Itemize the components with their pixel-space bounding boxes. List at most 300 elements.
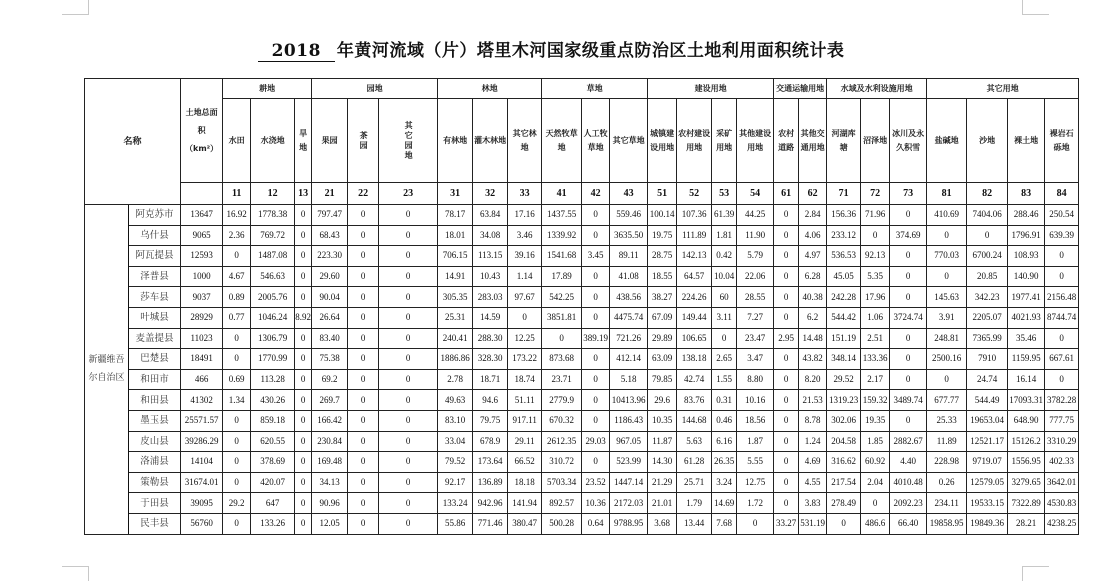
cell-value: 29.11 <box>508 431 542 452</box>
cell-value: 1487.08 <box>251 246 295 267</box>
cell-value: 9065 <box>181 225 223 246</box>
cell-value: 1319.23 <box>827 390 861 411</box>
cell-value: 769.72 <box>251 225 295 246</box>
cell-value: 4.55 <box>799 472 827 493</box>
cell-value: 0 <box>348 328 379 349</box>
cell-value: 66.40 <box>890 513 927 534</box>
cell-value: 0 <box>890 266 927 287</box>
cell-value: 0 <box>379 225 438 246</box>
cell-value: 149.44 <box>677 307 712 328</box>
header-code: 62 <box>799 183 827 205</box>
cell-value: 1186.43 <box>610 410 648 431</box>
cell-value: 23.47 <box>737 328 774 349</box>
header-total-area: 土地总面积（km²） <box>181 79 223 183</box>
cell-value: 0 <box>348 205 379 226</box>
table-row <box>85 205 1079 226</box>
cell-value: 0 <box>348 410 379 431</box>
cell-value: 8.78 <box>799 410 827 431</box>
cell-value: 11.89 <box>927 431 967 452</box>
cell-value: 0 <box>295 266 312 287</box>
cell-value: 0 <box>774 431 799 452</box>
cell-value: 0 <box>295 410 312 431</box>
cell-value: 648.90 <box>1008 410 1045 431</box>
cell-value: 0 <box>582 349 610 370</box>
header-row-codes <box>85 183 1079 205</box>
cell-value: 39.16 <box>508 246 542 267</box>
cell-value: 0 <box>379 431 438 452</box>
cell-value: 380.47 <box>508 513 542 534</box>
cell-value: 410.69 <box>927 205 967 226</box>
cell-value: 0 <box>379 410 438 431</box>
cell-value: 60 <box>712 287 737 308</box>
cell-value: 1447.14 <box>610 472 648 493</box>
header-subcategory: 城镇建设用地 <box>648 99 677 183</box>
title-year: 2018 <box>258 41 335 62</box>
cell-value: 22.06 <box>737 266 774 287</box>
header-subcategory: 其它林地 <box>508 99 542 183</box>
cell-value: 302.06 <box>827 410 861 431</box>
county-name: 皮山县 <box>129 431 181 452</box>
cell-value: 18.18 <box>508 472 542 493</box>
cell-value: 217.54 <box>827 472 861 493</box>
cell-value: 133.24 <box>438 493 473 514</box>
cell-value: 0 <box>582 390 610 411</box>
cell-value: 1437.55 <box>542 205 582 226</box>
cell-value: 18.56 <box>737 410 774 431</box>
cell-value: 16.92 <box>223 205 251 226</box>
cell-value: 28.75 <box>648 246 677 267</box>
cell-value: 500.28 <box>542 513 582 534</box>
cell-value: 166.42 <box>312 410 348 431</box>
header-code: 43 <box>610 183 648 205</box>
header-group: 耕地 <box>223 79 312 99</box>
cell-value: 9037 <box>181 287 223 308</box>
cell-value: 136.89 <box>473 472 508 493</box>
cell-value: 3851.81 <box>542 307 582 328</box>
cell-value: 34.13 <box>312 472 348 493</box>
cell-value: 0 <box>379 493 438 514</box>
header-code: 84 <box>1045 183 1079 205</box>
cell-value: 0.31 <box>712 390 737 411</box>
cell-value: 486.6 <box>861 513 890 534</box>
cell-value: 1339.92 <box>542 225 582 246</box>
cell-value: 33.04 <box>438 431 473 452</box>
cell-value: 771.46 <box>473 513 508 534</box>
cell-value: 1000 <box>181 266 223 287</box>
cell-value: 13.44 <box>677 513 712 534</box>
cell-value: 1770.99 <box>251 349 295 370</box>
cell-value: 10.36 <box>582 493 610 514</box>
region-label: 新疆维吾尔自治区 <box>85 205 129 535</box>
cell-value: 0 <box>223 472 251 493</box>
cell-value: 31674.01 <box>181 472 223 493</box>
cell-value: 248.81 <box>927 328 967 349</box>
cell-value: 531.19 <box>799 513 827 534</box>
cell-value: 66.52 <box>508 452 542 473</box>
cell-value: 14.48 <box>799 328 827 349</box>
cell-value: 402.33 <box>1045 452 1079 473</box>
cell-value: 11.87 <box>648 431 677 452</box>
table-row <box>85 472 1079 493</box>
table-body <box>85 205 1079 535</box>
cell-value: 11.90 <box>737 225 774 246</box>
cell-value: 29.52 <box>827 369 861 390</box>
header-code: 61 <box>774 183 799 205</box>
crop-mark-top-left <box>62 0 89 15</box>
cell-value: 7.27 <box>737 307 774 328</box>
cell-value: 7322.89 <box>1008 493 1045 514</box>
cell-value: 16.14 <box>1008 369 1045 390</box>
cell-value: 0 <box>295 205 312 226</box>
cell-value: 0 <box>379 307 438 328</box>
header-group: 水域及水利设施用地 <box>827 79 927 99</box>
cell-value: 138.18 <box>677 349 712 370</box>
cell-value: 13647 <box>181 205 223 226</box>
cell-value: 0 <box>295 287 312 308</box>
cell-value: 61.39 <box>712 205 737 226</box>
cell-value: 0 <box>223 246 251 267</box>
cell-value: 278.49 <box>827 493 861 514</box>
cell-value: 38.27 <box>648 287 677 308</box>
header-subcategory: 其它园地 <box>379 99 438 183</box>
cell-value: 0 <box>890 369 927 390</box>
cell-value: 6.2 <box>799 307 827 328</box>
cell-value: 0 <box>223 452 251 473</box>
table-row <box>85 349 1079 370</box>
cell-value: 4.06 <box>799 225 827 246</box>
cell-value: 3724.74 <box>890 307 927 328</box>
cell-value: 29.60 <box>312 266 348 287</box>
cell-value: 1.87 <box>737 431 774 452</box>
cell-value: 0 <box>223 431 251 452</box>
county-name: 阿克苏市 <box>129 205 181 226</box>
cell-value: 3279.65 <box>1008 472 1045 493</box>
cell-value: 1.55 <box>712 369 737 390</box>
cell-value: 620.55 <box>251 431 295 452</box>
cell-value: 4.67 <box>223 266 251 287</box>
cell-value: 0.46 <box>712 410 737 431</box>
cell-value: 4.40 <box>890 452 927 473</box>
header-code: 23 <box>379 183 438 205</box>
cell-value: 5.18 <box>610 369 648 390</box>
cell-value: 12.25 <box>508 328 542 349</box>
cell-value: 3642.01 <box>1045 472 1079 493</box>
cell-value: 19.35 <box>861 410 890 431</box>
cell-value: 0 <box>967 225 1008 246</box>
cell-value: 378.69 <box>251 452 295 473</box>
cell-value: 29.2 <box>223 493 251 514</box>
cell-value: 917.11 <box>508 410 542 431</box>
cell-value: 0 <box>295 472 312 493</box>
cell-value: 0 <box>927 266 967 287</box>
header-group: 建设用地 <box>648 79 774 99</box>
table-row <box>85 266 1079 287</box>
cell-value: 169.48 <box>312 452 348 473</box>
header-subcategory: 其他建设用地 <box>737 99 774 183</box>
cell-value: 55.86 <box>438 513 473 534</box>
cell-value: 2.36 <box>223 225 251 246</box>
cell-value: 17.16 <box>508 205 542 226</box>
land-use-table <box>84 78 1079 535</box>
cell-value: 242.28 <box>827 287 861 308</box>
cell-value: 79.52 <box>438 452 473 473</box>
cell-value: 83.10 <box>438 410 473 431</box>
cell-value: 2500.16 <box>927 349 967 370</box>
cell-value: 14.69 <box>712 493 737 514</box>
header-code: 53 <box>712 183 737 205</box>
cell-value: 6.28 <box>799 266 827 287</box>
cell-value: 639.39 <box>1045 225 1079 246</box>
cell-value: 2156.48 <box>1045 287 1079 308</box>
cell-value: 4238.25 <box>1045 513 1079 534</box>
cell-value: 1.81 <box>712 225 737 246</box>
header-subcategory: 沙地 <box>967 99 1008 183</box>
cell-value: 0 <box>348 452 379 473</box>
header-subcategory: 裸土地 <box>1008 99 1045 183</box>
cell-value: 0 <box>774 390 799 411</box>
header-subcategory: 果园 <box>312 99 348 183</box>
cell-value: 78.17 <box>438 205 473 226</box>
cell-value: 0 <box>295 452 312 473</box>
cell-value: 100.14 <box>648 205 677 226</box>
table-row <box>85 369 1079 390</box>
cell-value: 33.27 <box>774 513 799 534</box>
table-row <box>85 452 1079 473</box>
cell-value: 0 <box>827 513 861 534</box>
cell-value: 12521.17 <box>967 431 1008 452</box>
cell-value: 2005.76 <box>251 287 295 308</box>
cell-value: 1.14 <box>508 266 542 287</box>
cell-value: 3.83 <box>799 493 827 514</box>
cell-value: 873.68 <box>542 349 582 370</box>
cell-value: 0 <box>890 287 927 308</box>
cell-value: 0 <box>582 452 610 473</box>
cell-value: 3.45 <box>582 246 610 267</box>
cell-value: 3.24 <box>712 472 737 493</box>
cell-value: 0 <box>861 493 890 514</box>
header-subcategory: 灌木林地 <box>473 99 508 183</box>
cell-value: 2.65 <box>712 349 737 370</box>
cell-value: 0 <box>1045 266 1079 287</box>
cell-value: 0 <box>927 225 967 246</box>
cell-value: 19858.95 <box>927 513 967 534</box>
cell-value: 2779.9 <box>542 390 582 411</box>
table-row <box>85 513 1079 534</box>
cell-value: 14.91 <box>438 266 473 287</box>
cell-value: 23.52 <box>582 472 610 493</box>
cell-value: 316.62 <box>827 452 861 473</box>
cell-value: 2.78 <box>438 369 473 390</box>
cell-value: 0 <box>542 328 582 349</box>
cell-value: 107.36 <box>677 205 712 226</box>
cell-value: 0 <box>582 225 610 246</box>
cell-value: 3310.29 <box>1045 431 1079 452</box>
cell-value: 1977.41 <box>1008 287 1045 308</box>
county-name: 巴楚县 <box>129 349 181 370</box>
cell-value: 0 <box>774 225 799 246</box>
cell-value: 240.41 <box>438 328 473 349</box>
header-subcategory: 水田 <box>223 99 251 183</box>
cell-value: 29.6 <box>648 390 677 411</box>
cell-value: 18.74 <box>508 369 542 390</box>
cell-value: 10.16 <box>737 390 774 411</box>
cell-value: 0.42 <box>712 246 737 267</box>
cell-value: 0 <box>861 225 890 246</box>
cell-value: 142.13 <box>677 246 712 267</box>
cell-value: 1046.24 <box>251 307 295 328</box>
cell-value: 14104 <box>181 452 223 473</box>
cell-value: 173.22 <box>508 349 542 370</box>
cell-value: 7.68 <box>712 513 737 534</box>
county-name: 墨玉县 <box>129 410 181 431</box>
header-code: 31 <box>438 183 473 205</box>
cell-value: 18491 <box>181 349 223 370</box>
cell-value: 0 <box>774 452 799 473</box>
cell-value: 0 <box>774 472 799 493</box>
header-code: 52 <box>677 183 712 205</box>
cell-value: 0 <box>295 390 312 411</box>
cell-value: 6.16 <box>712 431 737 452</box>
cell-value: 4021.93 <box>1008 307 1045 328</box>
cell-value: 2.51 <box>861 328 890 349</box>
header-name: 名称 <box>85 79 181 205</box>
cell-value: 79.85 <box>648 369 677 390</box>
cell-value: 144.68 <box>677 410 712 431</box>
cell-value: 8744.74 <box>1045 307 1079 328</box>
cell-value: 5.55 <box>737 452 774 473</box>
cell-value: 29.03 <box>582 431 610 452</box>
cell-value: 90.04 <box>312 287 348 308</box>
cell-value: 1.85 <box>861 431 890 452</box>
header-code: 72 <box>861 183 890 205</box>
cell-value: 0 <box>348 472 379 493</box>
header-code-blank <box>181 183 223 205</box>
header-subcategory: 有林地 <box>438 99 473 183</box>
cell-value: 3.91 <box>927 307 967 328</box>
cell-value: 29.89 <box>648 328 677 349</box>
cell-value: 51.11 <box>508 390 542 411</box>
header-code: 33 <box>508 183 542 205</box>
cell-value: 156.36 <box>827 205 861 226</box>
cell-value: 0 <box>890 349 927 370</box>
cell-value: 43.82 <box>799 349 827 370</box>
cell-value: 647 <box>251 493 295 514</box>
cell-value: 678.9 <box>473 431 508 452</box>
cell-value: 0 <box>582 205 610 226</box>
cell-value: 12579.05 <box>967 472 1008 493</box>
cell-value: 8.20 <box>799 369 827 390</box>
header-subcategory: 农村道路 <box>774 99 799 183</box>
cell-value: 0 <box>774 266 799 287</box>
cell-value: 777.75 <box>1045 410 1079 431</box>
cell-value: 67.09 <box>648 307 677 328</box>
cell-value: 0 <box>295 328 312 349</box>
cell-value: 269.7 <box>312 390 348 411</box>
header-code: 83 <box>1008 183 1045 205</box>
cell-value: 233.12 <box>827 225 861 246</box>
cell-value: 4475.74 <box>610 307 648 328</box>
cell-value: 412.14 <box>610 349 648 370</box>
table-row <box>85 390 1079 411</box>
cell-value: 0 <box>223 328 251 349</box>
cell-value: 283.03 <box>473 287 508 308</box>
cell-value: 0 <box>348 349 379 370</box>
cell-value: 288.30 <box>473 328 508 349</box>
cell-value: 10.35 <box>648 410 677 431</box>
cell-value: 63.09 <box>648 349 677 370</box>
cell-value: 0 <box>223 349 251 370</box>
header-subcategory: 茶园 <box>348 99 379 183</box>
cell-value: 64.57 <box>677 266 712 287</box>
header-subcategory: 天然牧草地 <box>542 99 582 183</box>
cell-value: 0 <box>927 369 967 390</box>
header-subcategory: 其他交通用地 <box>799 99 827 183</box>
cell-value: 45.05 <box>827 266 861 287</box>
cell-value: 17.96 <box>861 287 890 308</box>
cell-value: 536.53 <box>827 246 861 267</box>
cell-value: 17.89 <box>542 266 582 287</box>
cell-value: 0 <box>582 410 610 431</box>
cell-value: 44.25 <box>737 205 774 226</box>
cell-value: 34.08 <box>473 225 508 246</box>
table-header <box>85 79 1079 205</box>
county-name: 莎车县 <box>129 287 181 308</box>
cell-value: 0 <box>1045 328 1079 349</box>
cell-value: 0.64 <box>582 513 610 534</box>
cell-value: 8.92 <box>295 307 312 328</box>
header-row-groups <box>85 79 1079 99</box>
cell-value: 4.69 <box>799 452 827 473</box>
cell-value: 140.90 <box>1008 266 1045 287</box>
header-code: 73 <box>890 183 927 205</box>
cell-value: 1778.38 <box>251 205 295 226</box>
cell-value: 2172.03 <box>610 493 648 514</box>
cell-value: 420.07 <box>251 472 295 493</box>
cell-value: 10413.96 <box>610 390 648 411</box>
cell-value: 892.57 <box>542 493 582 514</box>
title-text: 年黄河流域（片）塔里木河国家级重点防治区土地利用面积统计表 <box>336 41 845 61</box>
header-subcategory: 水浇地 <box>251 99 295 183</box>
table-row <box>85 287 1079 308</box>
cell-value: 2.95 <box>774 328 799 349</box>
cell-value: 288.46 <box>1008 205 1045 226</box>
header-subcategory: 人工牧草地 <box>582 99 610 183</box>
cell-value: 0 <box>890 205 927 226</box>
cell-value: 230.84 <box>312 431 348 452</box>
cell-value: 0 <box>582 266 610 287</box>
cell-value: 0 <box>348 493 379 514</box>
cell-value: 797.47 <box>312 205 348 226</box>
cell-value: 12.75 <box>737 472 774 493</box>
cell-value: 706.15 <box>438 246 473 267</box>
cell-value: 0 <box>348 369 379 390</box>
cell-value: 2.04 <box>861 472 890 493</box>
cell-value: 0 <box>348 431 379 452</box>
cell-value: 546.63 <box>251 266 295 287</box>
cell-value: 1306.79 <box>251 328 295 349</box>
cell-value: 41302 <box>181 390 223 411</box>
cell-value: 310.72 <box>542 452 582 473</box>
cell-value: 1.06 <box>861 307 890 328</box>
cell-value: 5.79 <box>737 246 774 267</box>
county-name: 泽普县 <box>129 266 181 287</box>
header-code: 13 <box>295 183 312 205</box>
cell-value: 2205.07 <box>967 307 1008 328</box>
cell-value: 466 <box>181 369 223 390</box>
cell-value: 18.01 <box>438 225 473 246</box>
cell-value: 0 <box>348 390 379 411</box>
header-code: 81 <box>927 183 967 205</box>
